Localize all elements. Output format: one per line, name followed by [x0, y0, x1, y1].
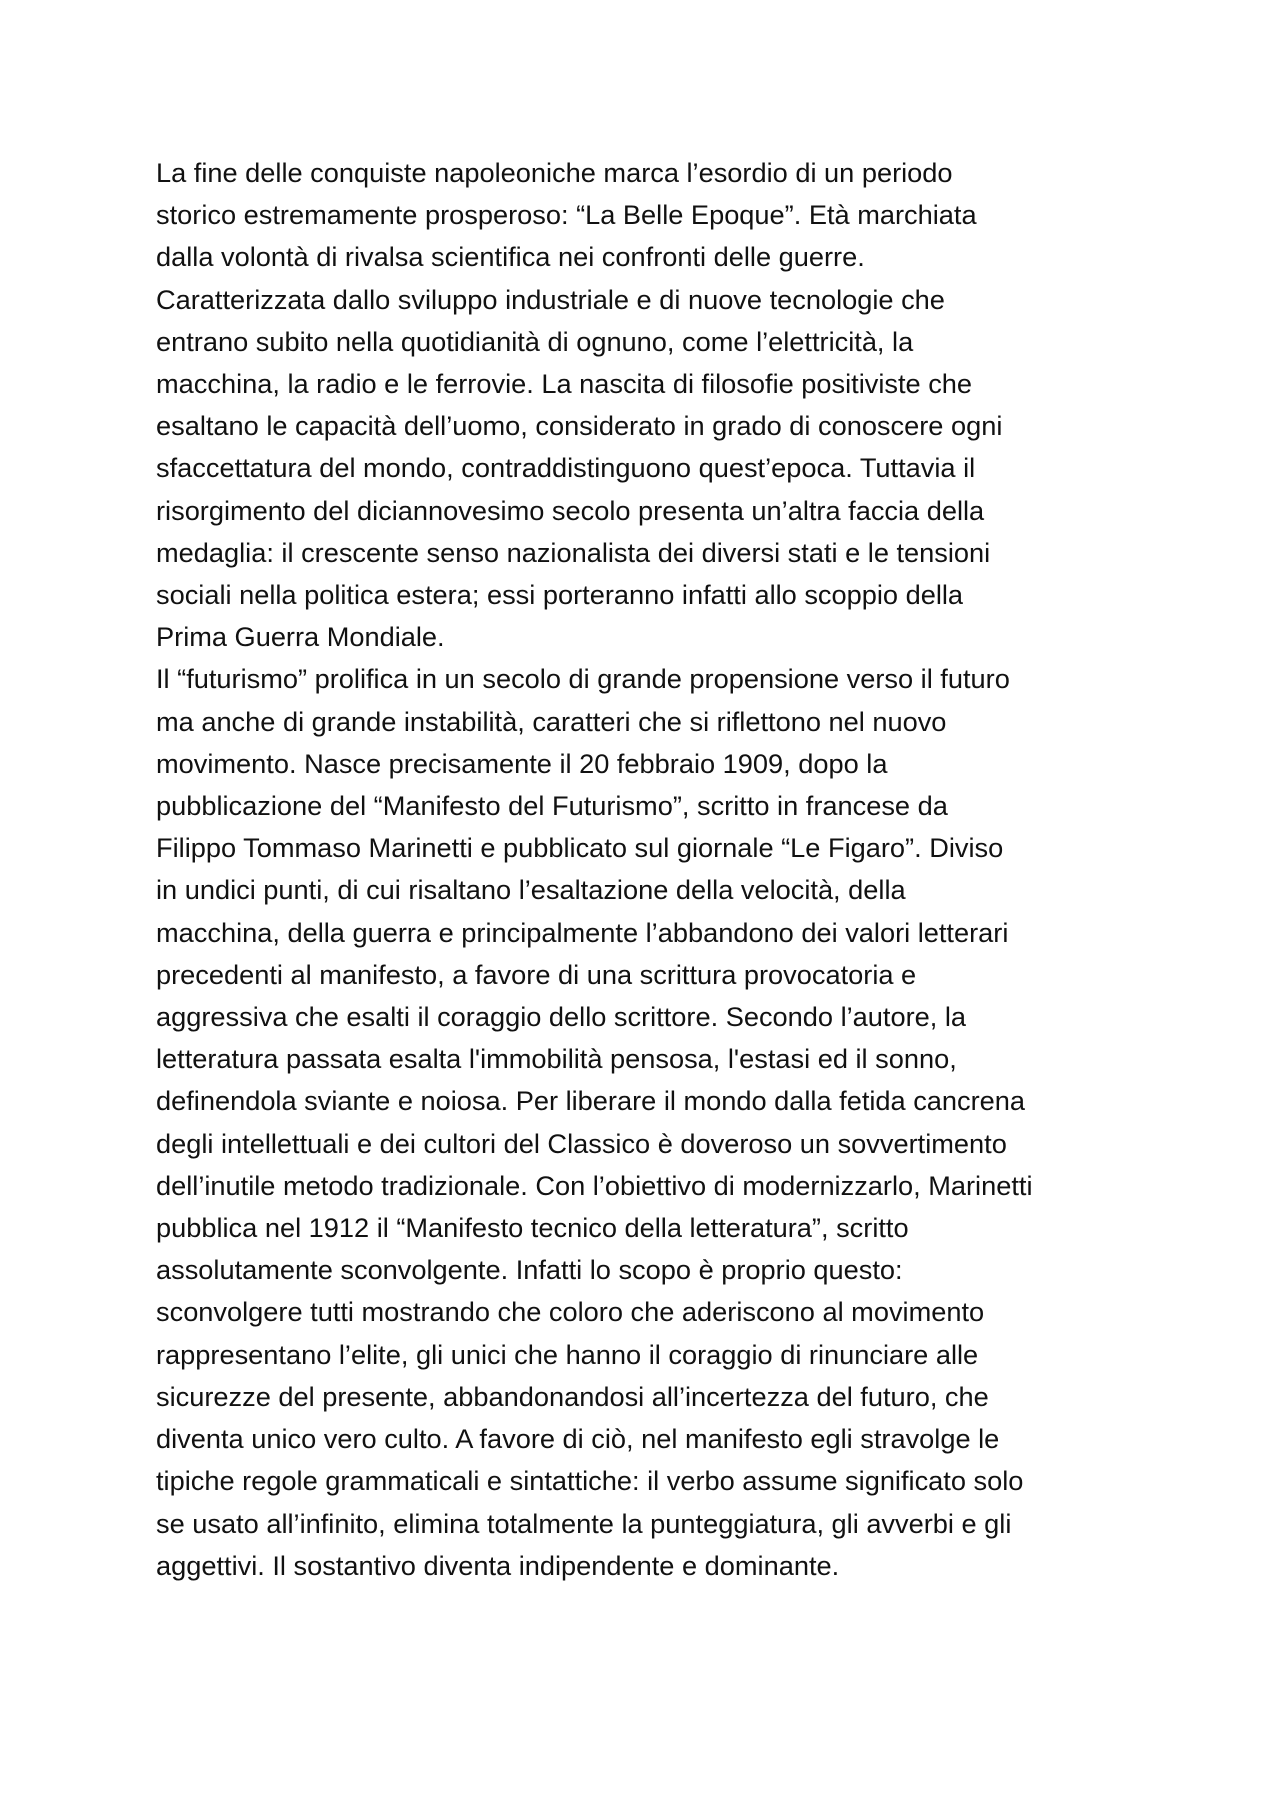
- text-line: Il “futurismo” prolifica in un secolo di grande propensione verso il futuro: [156, 663, 1010, 695]
- text-line: sicurezze del presente, abbandonandosi all’incertezza del futuro, che: [156, 1380, 989, 1412]
- text-line: dell’inutile metodo tradizionale. Con l’obiettivo di modernizzarlo, Marinetti: [156, 1169, 1033, 1201]
- text-line: sociali nella politica estera; essi porteranno infatti allo scoppio della: [156, 579, 964, 611]
- text-line: esaltano le capacità dell’uomo, considerato in grado di conoscere ogni: [156, 410, 1003, 442]
- text-line: diventa unico vero culto. A favore di ciò, nel manifesto egli stravolge le: [156, 1423, 1000, 1455]
- text-line: definendola sviante e noiosa. Per liberare il mondo dalla fetida cancrena: [156, 1085, 1026, 1117]
- text-line: macchina, della guerra e principalmente l’abbandono dei valori letterari: [156, 916, 1009, 948]
- text-line: se usato all’infinito, elimina totalmente la punteggiatura, gli avverbi e gli: [156, 1507, 1012, 1539]
- text-line: aggettivi. Il sostantivo diventa indipendente e dominante.: [156, 1549, 840, 1581]
- text-line: pubblicazione del “Manifesto del Futurismo”, scritto in francese da: [156, 790, 948, 822]
- text-line: precedenti al manifesto, a favore di una scrittura provocatoria e: [156, 958, 917, 990]
- text-line: sfaccettatura del mondo, contraddistinguono quest’epoca. Tuttavia il: [156, 452, 976, 484]
- text-line: risorgimento del diciannovesimo secolo presenta un’altra faccia della: [156, 494, 985, 526]
- text-line: Caratterizzata dallo sviluppo industriale e di nuove tecnologie che: [156, 283, 945, 315]
- text-line: Filippo Tommaso Marinetti e pubblicato sul giornale “Le Figaro”. Diviso: [156, 832, 1004, 864]
- text-line: sconvolgere tutti mostrando che coloro che aderiscono al movimento: [156, 1296, 985, 1328]
- text-line: letteratura passata esalta l'immobilità pensosa, l'estasi ed il sonno,: [156, 1043, 957, 1075]
- text-line: storico estremamente prosperoso: “La Belle Epoque”. Età marchiata: [156, 199, 977, 231]
- text-line: medaglia: il crescente senso nazionalista dei diversi stati e le tensioni: [156, 536, 991, 568]
- text-line: degli intellettuali e dei cultori del Classico è doveroso un sovvertimento: [156, 1127, 1007, 1159]
- text-line: ma anche di grande instabilità, caratteri che si riflettono nel nuovo: [156, 705, 947, 737]
- text-line: in undici punti, di cui risaltano l’esaltazione della velocità, della: [156, 874, 906, 906]
- text-line: pubblica nel 1912 il “Manifesto tecnico della letteratura”, scritto: [156, 1212, 909, 1244]
- text-line: Prima Guerra Mondiale.: [156, 621, 445, 653]
- text-line: aggressiva che esalti il coraggio dello scrittore. Secondo l’autore, la: [156, 1001, 967, 1033]
- body-text: [156, 152, 1156, 1587]
- text-line: tipiche regole grammaticali e sintattiche: il verbo assume significato solo: [156, 1465, 1024, 1497]
- text-line: rappresentano l’elite, gli unici che hanno il coraggio di rinunciare alle: [156, 1338, 979, 1370]
- text-line: assolutamente sconvolgente. Infatti lo scopo è proprio questo:: [156, 1254, 903, 1286]
- text-line: movimento. Nasce precisamente il 20 febbraio 1909, dopo la: [156, 747, 888, 779]
- text-line: dalla volontà di rivalsa scientifica nei confronti delle guerre.: [156, 241, 865, 273]
- text-line: entrano subito nella quotidianità di ognuno, come l’elettricità, la: [156, 325, 914, 357]
- text-line: macchina, la radio e le ferrovie. La nascita di filosofie positiviste che: [156, 368, 973, 400]
- text-line: La fine delle conquiste napoleoniche marca l’esordio di un periodo: [156, 157, 953, 188]
